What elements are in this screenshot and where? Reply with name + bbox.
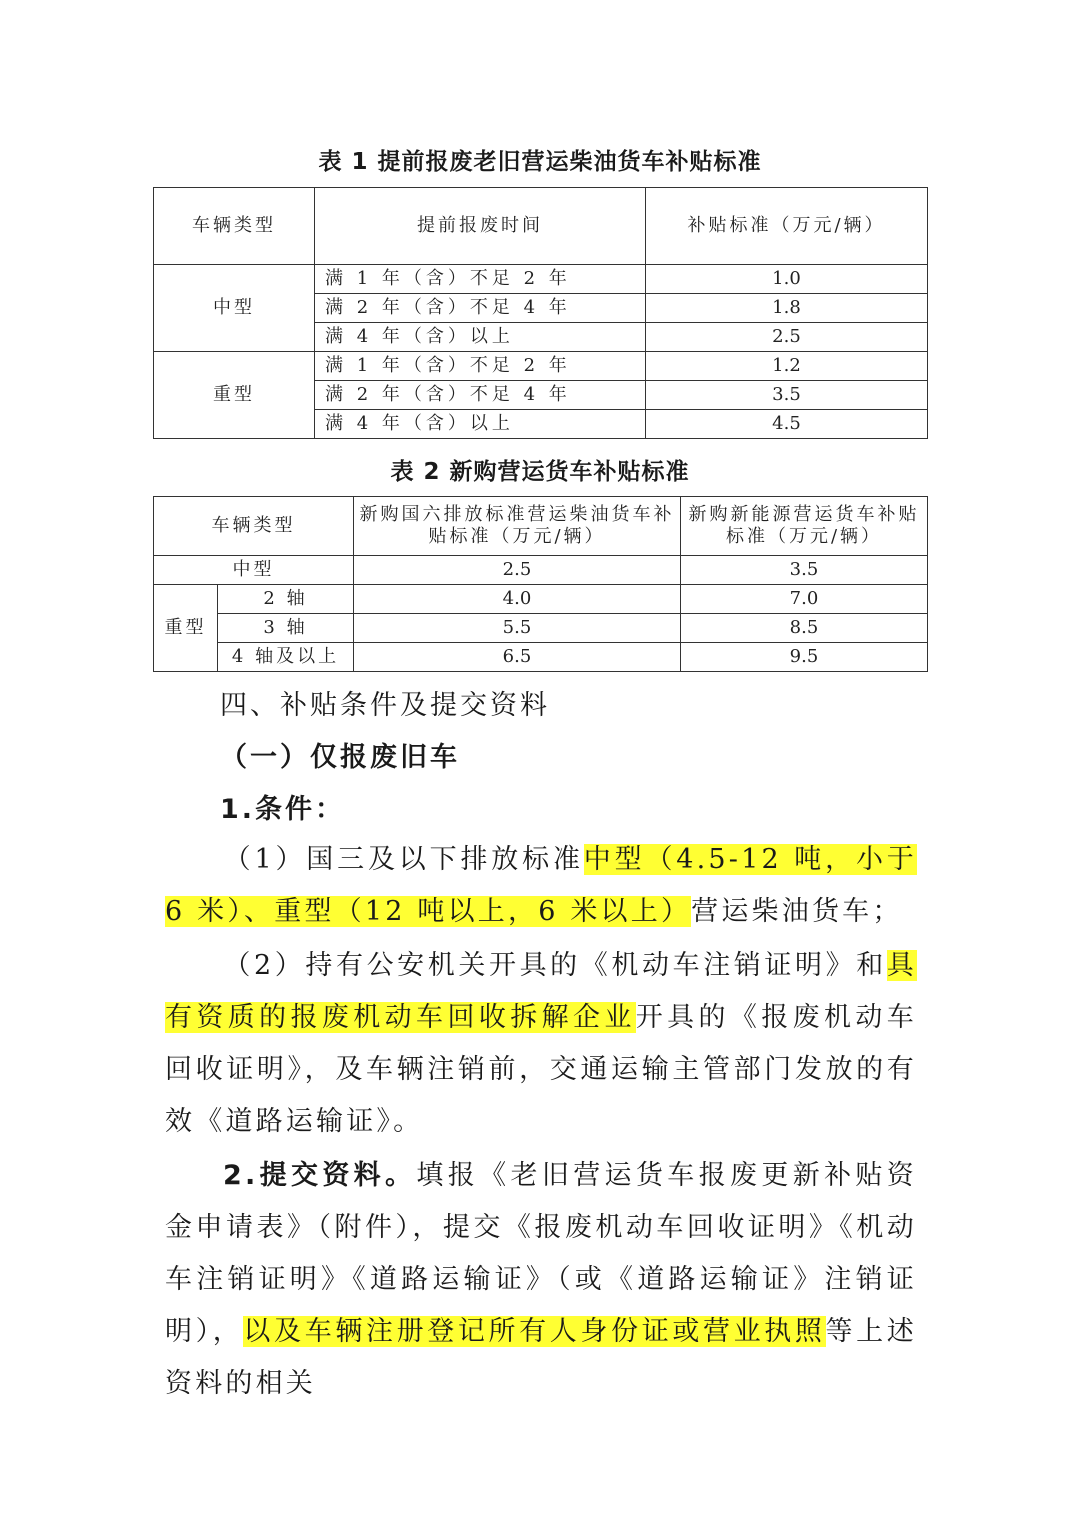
table1-title: 表 1 提前报废老旧营运柴油货车补贴标准 [318, 149, 762, 175]
vehicle-type-cell: 重型 [154, 352, 315, 439]
subsidy-value-cell: 1.0 [646, 265, 928, 294]
vehicle-type-cell: 中型 [154, 265, 315, 352]
diesel-value-cell: 6.5 [354, 643, 681, 672]
submission-label: 2.提交资料。 [223, 1160, 417, 1191]
ev-value-cell: 3.5 [681, 556, 928, 585]
vehicle-type-cell: 重型 [154, 585, 218, 672]
scrap-time-cell: 满 2 年（含）不足 4 年 [315, 294, 646, 323]
scrap-time-cell: 满 4 年（含）以上 [315, 410, 646, 439]
scrap-time-cell: 满 4 年（含）以上 [315, 323, 646, 352]
header-vehicle-type: 车辆类型 [154, 497, 354, 556]
subsidy-value-cell: 1.2 [646, 352, 928, 381]
vehicle-type-cell: 中型 [154, 556, 354, 585]
highlighted-text: 具有资质的报废机动车回收拆解企业 [165, 950, 917, 1033]
subsidy-value-cell: 3.5 [646, 381, 928, 410]
table-row [154, 643, 928, 672]
table-header-row [154, 497, 928, 556]
submission-paragraph [165, 1150, 917, 1410]
table-row [154, 265, 928, 294]
condition-2 [165, 940, 917, 1148]
header-scrap-time: 提前报废时间 [315, 188, 646, 265]
highlighted-text: 中型（4.5-12 吨，小于 6 米）、重型（12 吨以上，6 米以上） [165, 844, 917, 927]
scrap-time-cell: 满 1 年（含）不足 2 年 [315, 265, 646, 294]
section-heading: 四、补贴条件及提交资料 [220, 690, 550, 721]
condition-1-text: （1）国三及以下排放标准 [223, 844, 584, 875]
condition-1 [165, 834, 917, 938]
axle-cell: 2 轴 [218, 585, 354, 614]
table-row [154, 585, 928, 614]
axle-cell: 3 轴 [218, 614, 354, 643]
conditions-heading: 1.条件： [220, 794, 346, 825]
header-vehicle-type: 车辆类型 [154, 188, 315, 265]
condition-2-tail: 开具的《报废机动车回收证明》，及车辆注销前，交通运输主管部门发放的有效《道路运输证》。 [165, 1002, 917, 1137]
table-header-row [154, 188, 928, 265]
subsidy-value-cell: 2.5 [646, 323, 928, 352]
diesel-value-cell: 5.5 [354, 614, 681, 643]
subsidy-table-scrapping [153, 187, 928, 439]
table2-title: 表 2 新购营运货车补贴标准 [390, 459, 690, 485]
ev-value-cell: 7.0 [681, 585, 928, 614]
submission-text: 填报《老旧营运货车报废更新补贴资金申请表》（附件），提交《报废机动车回收证明》《机动车注销证明》《道路运输证》（或《道路运输证》注销证明）， [165, 1160, 917, 1347]
diesel-value-cell: 4.0 [354, 585, 681, 614]
table-row [154, 614, 928, 643]
header-diesel-subsidy: 新购国六排放标准营运柴油货车补贴标准（万元/辆） [354, 497, 681, 556]
scrap-time-cell: 满 1 年（含）不足 2 年 [315, 352, 646, 381]
diesel-value-cell: 2.5 [354, 556, 681, 585]
subsidy-table-new-purchase [153, 496, 928, 672]
header-ev-subsidy: 新购新能源营运货车补贴标准（万元/辆） [681, 497, 928, 556]
ev-value-cell: 8.5 [681, 614, 928, 643]
condition-1-tail: 营运柴油货车； [691, 896, 903, 927]
table-row [154, 556, 928, 585]
table-row [154, 352, 928, 381]
subsection-heading: （一）仅报废旧车 [220, 742, 460, 773]
subsidy-value-cell: 1.8 [646, 294, 928, 323]
ev-value-cell: 9.5 [681, 643, 928, 672]
condition-2-text: （2）持有公安机关开具的《机动车注销证明》和 [223, 950, 887, 981]
subsidy-value-cell: 4.5 [646, 410, 928, 439]
scrap-time-cell: 满 2 年（含）不足 4 年 [315, 381, 646, 410]
header-subsidy-standard: 补贴标准（万元/辆） [646, 188, 928, 265]
submission-tail: 等上述资料的相关 [165, 1316, 917, 1399]
axle-cell: 4 轴及以上 [218, 643, 354, 672]
highlighted-text: 以及车辆注册登记所有人身份证或营业执照 [243, 1316, 826, 1347]
